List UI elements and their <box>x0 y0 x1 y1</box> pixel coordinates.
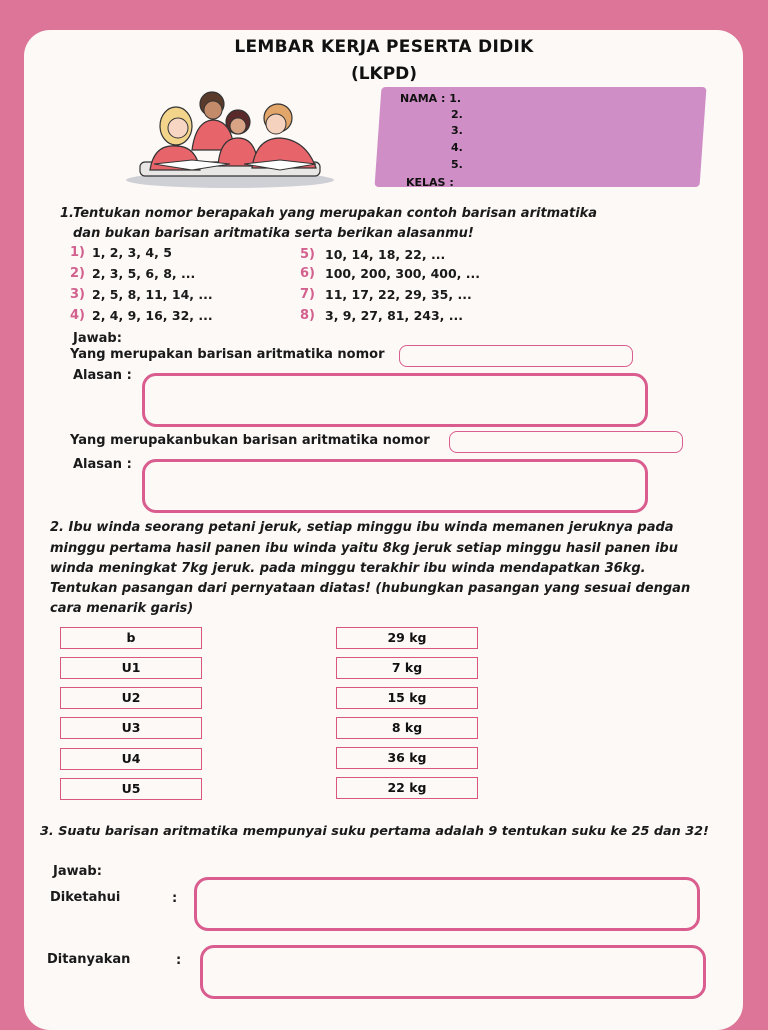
jawab-label: Jawab: <box>73 331 122 346</box>
nama-5: 5. <box>451 158 463 171</box>
match-right-cell[interactable]: 29 kg <box>336 627 478 649</box>
item-text: 3, 9, 27, 81, 243, ... <box>325 308 464 323</box>
q2-line4: Tentukan pasangan dari pernyataan diatas! (hubungkan pasangan yang sesuai dengan <box>50 581 691 596</box>
nama-4: 4. <box>451 141 463 154</box>
item-number: 5) <box>300 247 315 262</box>
match-left-cell[interactable]: U1 <box>60 657 202 679</box>
nama-label: NAMA : 1. <box>400 92 462 105</box>
item-number: 8) <box>300 308 315 323</box>
item-text: 2, 5, 8, 11, 14, ... <box>92 287 213 302</box>
subtitle: (LKPD) <box>350 64 418 84</box>
match-left-cell[interactable]: U2 <box>60 687 202 709</box>
item-number: 1) <box>70 245 85 260</box>
diketahui-answer-field[interactable] <box>194 877 700 931</box>
alasan-answer-field[interactable] <box>142 373 648 427</box>
q1-line2: dan bukan barisan aritmatika serta berikan alasanmu! <box>73 226 474 241</box>
alasan-answer-field[interactable] <box>142 459 648 513</box>
match-right-cell[interactable]: 15 kg <box>336 687 478 709</box>
nama-2: 2. <box>451 108 463 121</box>
match-left-cell[interactable]: b <box>60 627 202 649</box>
item-number: 4) <box>70 308 85 323</box>
ditanyakan-label: Ditanyakan <box>47 952 131 967</box>
q3-text: 3. Suatu barisan aritmatika mempunyai suku pertama adalah 9 tentukan suku ke 25 dan 32! <box>40 824 709 839</box>
match-left-cell[interactable]: U5 <box>60 778 202 800</box>
match-right-cell[interactable]: 36 kg <box>336 747 478 769</box>
item-number: 6) <box>300 266 315 281</box>
q2-line5: cara menarik garis) <box>50 601 194 616</box>
colon: : <box>172 891 178 906</box>
q2-line2: minggu pertama hasil panen ibu winda yaitu 8kg jeruk setiap minggu hasil panen ibu <box>50 541 678 556</box>
non-arithmetic-answer-field[interactable] <box>449 431 683 453</box>
match-right-cell[interactable]: 7 kg <box>336 657 478 679</box>
item-text: 11, 17, 22, 29, 35, ... <box>325 287 472 302</box>
kelas-label: KELAS : <box>406 176 454 189</box>
item-text: 2, 3, 5, 6, 8, ... <box>92 266 196 281</box>
item-number: 3) <box>70 287 85 302</box>
alasan-label: Alasan : <box>73 368 132 383</box>
title: LEMBAR KERJA PESERTA DIDIK <box>234 37 534 57</box>
colon: : <box>176 953 182 968</box>
match-right-cell[interactable]: 22 kg <box>336 777 478 799</box>
arithmetic-label: Yang merupakan barisan aritmatika nomor <box>70 347 385 362</box>
jawab-label: Jawab: <box>53 864 102 879</box>
q2-line3: winda meningkat 7kg jeruk. pada minggu terakhir ibu winda mendapatkan 36kg. <box>50 561 646 576</box>
q1-number: 1. <box>60 206 74 221</box>
q1-line1: Tentukan nomor berapakah yang merupakan contoh barisan aritmatika <box>73 206 598 221</box>
q2-line1: 2. Ibu winda seorang petani jeruk, setiap minggu ibu winda memanen jeruknya pada <box>50 520 674 535</box>
diketahui-label: Diketahui <box>50 890 121 905</box>
non-arithmetic-label: Yang merupakanbukan barisan aritmatika nomor <box>70 433 430 448</box>
match-left-cell[interactable]: U4 <box>60 748 202 770</box>
item-text: 2, 4, 9, 16, 32, ... <box>92 308 213 323</box>
item-number: 7) <box>300 287 315 302</box>
ditanyakan-answer-field[interactable] <box>200 945 706 999</box>
item-text: 1, 2, 3, 4, 5 <box>92 245 172 260</box>
alasan-label: Alasan : <box>73 457 132 472</box>
nama-3: 3. <box>451 124 463 137</box>
item-number: 2) <box>70 266 85 281</box>
match-left-cell[interactable]: U3 <box>60 717 202 739</box>
match-right-cell[interactable]: 8 kg <box>336 717 478 739</box>
arithmetic-answer-field[interactable] <box>399 345 633 367</box>
item-text: 100, 200, 300, 400, ... <box>325 266 481 281</box>
students-illustration <box>120 84 338 192</box>
item-text: 10, 14, 18, 22, ... <box>325 247 446 262</box>
